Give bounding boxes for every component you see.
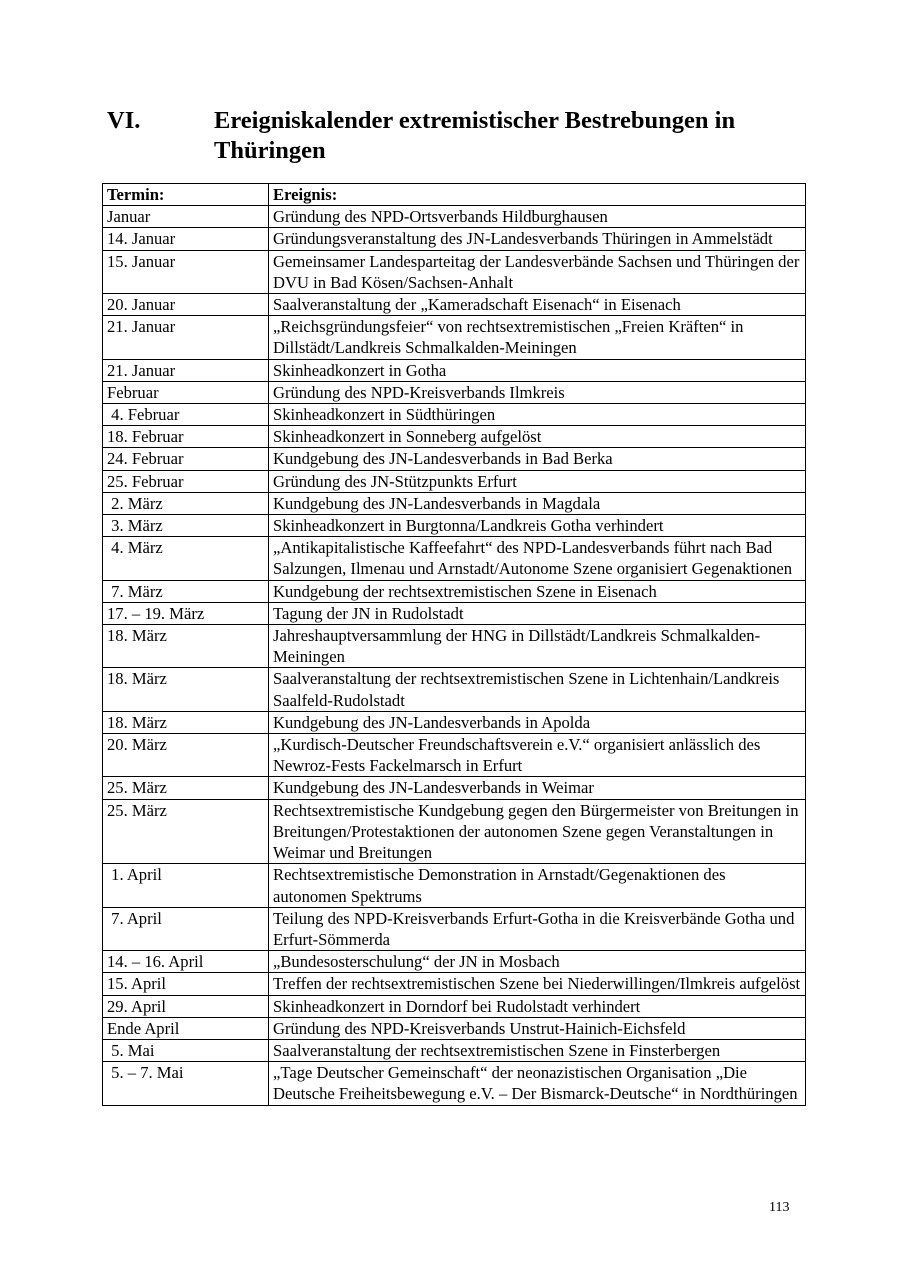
row-date: Januar <box>103 206 269 228</box>
table-row <box>103 359 806 381</box>
row-event: Skinheadkonzert in Dorndorf bei Rudolstadt verhindert <box>269 995 806 1017</box>
row-event: Saalveranstaltung der rechtsextremistischen Szene in Finsterbergen <box>269 1039 806 1061</box>
table-row <box>103 381 806 403</box>
row-date: 18. März <box>103 625 269 668</box>
row-date: 7. April <box>103 907 269 950</box>
row-date: 15. April <box>103 973 269 995</box>
table-row <box>103 951 806 973</box>
table-body <box>103 206 806 1105</box>
row-date: 25. Februar <box>103 470 269 492</box>
table-row <box>103 448 806 470</box>
row-date: 17. – 19. März <box>103 602 269 624</box>
table-row <box>103 1062 806 1105</box>
table-row <box>103 515 806 537</box>
row-date: 4. Februar <box>103 404 269 426</box>
row-event: Saalveranstaltung der rechtsextremistischen Szene in Lichtenhain/Landkreis Saalfeld-Rudolstadt <box>269 668 806 711</box>
row-event: Rechtsextremistische Kundgebung gegen den Bürgermeister von Breitungen in Breitungen/Protestaktionen der autonomen Szene gegen Veranstaltungen in Weimar und Breitungen <box>269 799 806 864</box>
row-date: 21. Januar <box>103 316 269 359</box>
row-event: „Bundesosterschulung“ der JN in Mosbach <box>269 951 806 973</box>
table-row <box>103 625 806 668</box>
table-row <box>103 995 806 1017</box>
event-calendar-table <box>102 183 806 1106</box>
row-date: 3. März <box>103 515 269 537</box>
row-date: Februar <box>103 381 269 403</box>
row-date: 14. – 16. April <box>103 951 269 973</box>
row-event: Gemeinsamer Landesparteitag der Landesverbände Sachsen und Thüringen der DVU in Bad Kösen/Sachsen-Anhalt <box>269 250 806 293</box>
row-event: Gründungsveranstaltung des JN-Landesverbands Thüringen in Ammelstädt <box>269 228 806 250</box>
table-row <box>103 492 806 514</box>
table-header-row <box>103 184 806 206</box>
row-event: Gründung des NPD-Kreisverbands Unstrut-Hainich-Eichsfeld <box>269 1017 806 1039</box>
row-event: Skinheadkonzert in Südthüringen <box>269 404 806 426</box>
row-event: Tagung der JN in Rudolstadt <box>269 602 806 624</box>
table-row <box>103 537 806 580</box>
table-row <box>103 206 806 228</box>
row-date: 20. Januar <box>103 294 269 316</box>
row-date: 18. Februar <box>103 426 269 448</box>
section-title: Ereigniskalender extremistischer Bestrebungen in Thüringen <box>214 107 736 164</box>
row-event: „Reichsgründungsfeier“ von rechtsextremistischen „Freien Kräften“ in Dillstädt/Landkreis Schmalkalden-Meiningen <box>269 316 806 359</box>
row-date: 29. April <box>103 995 269 1017</box>
column-header-date: Termin: <box>103 184 269 206</box>
section-number: VI. <box>107 107 141 134</box>
row-date: 4. März <box>103 537 269 580</box>
row-date: 1. April <box>103 864 269 907</box>
row-event: Gründung des JN-Stützpunkts Erfurt <box>269 470 806 492</box>
page-number: 113 <box>769 1200 790 1215</box>
row-event: Jahreshauptversammlung der HNG in Dillstädt/Landkreis Schmalkalden-Meiningen <box>269 625 806 668</box>
row-date: 14. Januar <box>103 228 269 250</box>
row-date: 15. Januar <box>103 250 269 293</box>
table-row <box>103 711 806 733</box>
row-event: Skinheadkonzert in Gotha <box>269 359 806 381</box>
row-event: „Kurdisch-Deutscher Freundschaftsverein e.V.“ organisiert anlässlich des Newroz-Fests Fackelmarsch in Erfurt <box>269 734 806 777</box>
row-event: „Tage Deutscher Gemeinschaft“ der neonazistischen Organisation „Die Deutsche Freiheitsbewegung e.V. – Der Bismarck-Deutsche“ in Nordthüringen <box>269 1062 806 1105</box>
table-row <box>103 250 806 293</box>
row-event: Kundgebung der rechtsextremistischen Szene in Eisenach <box>269 580 806 602</box>
row-date: 24. Februar <box>103 448 269 470</box>
row-date: 25. März <box>103 777 269 799</box>
row-event: Gründung des NPD-Ortsverbands Hildburghausen <box>269 206 806 228</box>
table-row <box>103 470 806 492</box>
row-date: 18. März <box>103 668 269 711</box>
row-event: „Antikapitalistische Kaffeefahrt“ des NPD-Landesverbands führt nach Bad Salzungen, Ilmenau und Arnstadt/Autonome Szene organisiert Gegenaktionen <box>269 537 806 580</box>
row-date: Ende April <box>103 1017 269 1039</box>
row-event: Kundgebung des JN-Landesverbands in Bad Berka <box>269 448 806 470</box>
table-row <box>103 799 806 864</box>
table-row <box>103 1017 806 1039</box>
table-row <box>103 316 806 359</box>
row-date: 20. März <box>103 734 269 777</box>
table-row <box>103 734 806 777</box>
table-row <box>103 228 806 250</box>
table-row <box>103 580 806 602</box>
row-date: 18. März <box>103 711 269 733</box>
row-event: Kundgebung des JN-Landesverbands in Weimar <box>269 777 806 799</box>
table-row <box>103 907 806 950</box>
table-row <box>103 777 806 799</box>
column-header-event: Ereignis: <box>269 184 806 206</box>
row-event: Kundgebung des JN-Landesverbands in Magdala <box>269 492 806 514</box>
row-event: Rechtsextremistische Demonstration in Arnstadt/Gegenaktionen des autonomen Spektrums <box>269 864 806 907</box>
row-event: Gründung des NPD-Kreisverbands Ilmkreis <box>269 381 806 403</box>
table-row <box>103 668 806 711</box>
row-event: Saalveranstaltung der „Kameradschaft Eisenach“ in Eisenach <box>269 294 806 316</box>
row-event: Treffen der rechtsextremistischen Szene bei Niederwillingen/Ilmkreis aufgelöst <box>269 973 806 995</box>
row-date: 5. Mai <box>103 1039 269 1061</box>
table-row <box>103 864 806 907</box>
row-event: Skinheadkonzert in Sonneberg aufgelöst <box>269 426 806 448</box>
row-date: 5. – 7. Mai <box>103 1062 269 1105</box>
table-row <box>103 426 806 448</box>
row-event: Kundgebung des JN-Landesverbands in Apolda <box>269 711 806 733</box>
table-row <box>103 602 806 624</box>
table-row <box>103 294 806 316</box>
row-event: Teilung des NPD-Kreisverbands Erfurt-Gotha in die Kreisverbände Gotha und Erfurt-Sömmerda <box>269 907 806 950</box>
table-row <box>103 404 806 426</box>
table-row <box>103 1039 806 1061</box>
row-date: 25. März <box>103 799 269 864</box>
row-date: 7. März <box>103 580 269 602</box>
row-event: Skinheadkonzert in Burgtonna/Landkreis Gotha verhindert <box>269 515 806 537</box>
row-date: 21. Januar <box>103 359 269 381</box>
row-date: 2. März <box>103 492 269 514</box>
table-row <box>103 973 806 995</box>
